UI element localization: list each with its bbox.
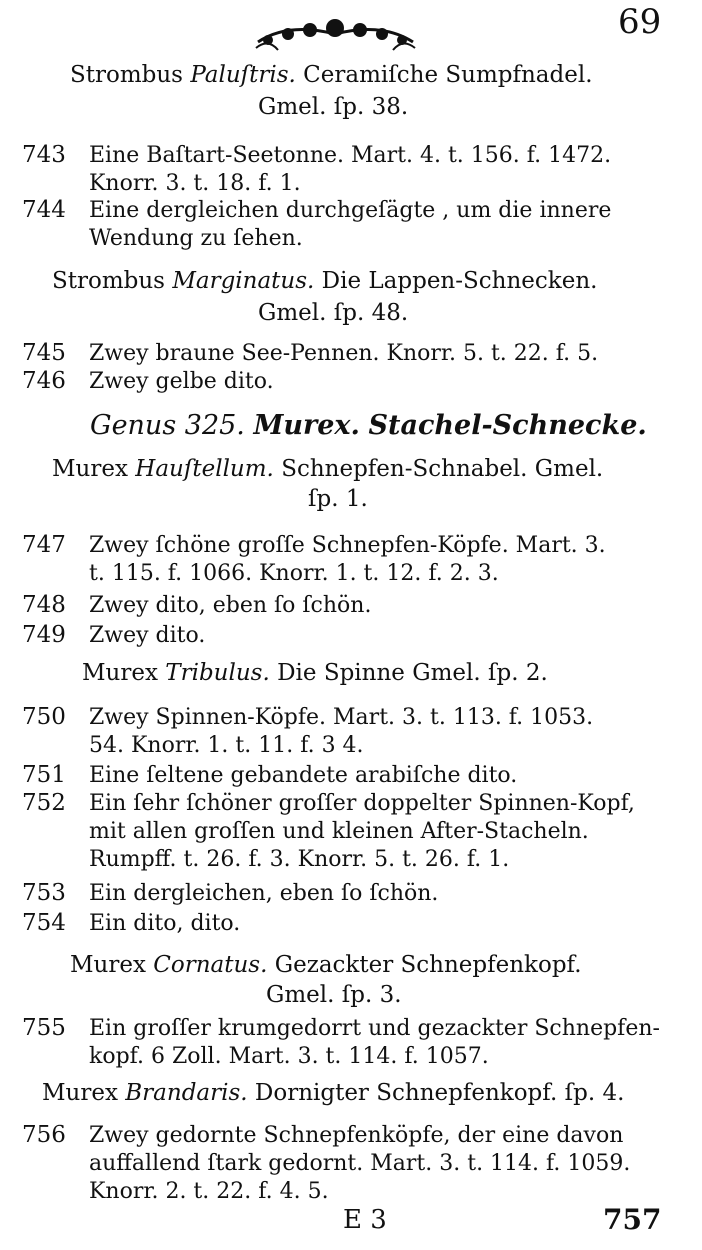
entry-number: 751 xyxy=(22,762,66,788)
entry-number: 745 xyxy=(22,340,66,366)
entry-number: 755 xyxy=(22,1015,66,1041)
entry-number: 756 xyxy=(22,1122,66,1148)
entry-number: 748 xyxy=(22,592,66,618)
species-heading: Murex Tribulus. Die Spinne Gmel. ſp. 2. xyxy=(82,660,548,686)
entry-number: 752 xyxy=(22,790,66,816)
species-reference: Gmel. ſp. 48. xyxy=(258,300,409,326)
signature-mark: E 3 xyxy=(343,1205,387,1235)
species-reference: ſp. 1. xyxy=(308,486,368,512)
genus-heading: Genus 325. Murex. Stachel-Schnecke. xyxy=(90,410,647,441)
entry-number: 749 xyxy=(22,622,66,648)
species-reference: Gmel. ſp. 38. xyxy=(258,94,409,120)
species-heading: Strombus Marginatus. Die Lappen-Schnecken. xyxy=(52,268,598,294)
floral-ornament-icon xyxy=(248,12,423,54)
catchword: 757 xyxy=(603,1203,662,1236)
species-heading: Murex Hauſtellum. Schnepfen-Schnabel. Gmel. xyxy=(52,456,604,482)
entry-number: 746 xyxy=(22,368,66,394)
entry-number: 743 xyxy=(22,142,66,168)
species-reference: Gmel. ſp. 3. xyxy=(266,982,402,1008)
species-heading: Strombus Paluſtris. Ceramiſche Sumpfnadel. xyxy=(70,62,593,88)
entry-number: 754 xyxy=(22,910,66,936)
page-number: 69 xyxy=(618,2,662,42)
entry-number: 753 xyxy=(22,880,66,906)
entry-number: 747 xyxy=(22,532,66,558)
entry-number: 744 xyxy=(22,197,66,223)
entry-number: 750 xyxy=(22,704,66,730)
book-page: 69 Strombus Paluſtris. Ceramiſche Sumpfnadel. Gmel. ſp. 38. 743 Eine Baſtart-Seetonne. Mart. 4. t. 156. f. 1472. Knorr. 3. t. 18. f. 1. 744 Eine dergleichen durchgeſägte , um die innere Wendung zu ſehen. Strombus Marginatus. Die Lappen-Schnecken. Gmel. ſp. 48. 745 Zwey braune See-Pennen. Knorr. 5. t. 22. f. 5. 746 Zwey gelbe dito. Genus 325. Murex. Stachel-Schnecke. Murex Hauſtellum. Schnepfen-Schnabel. Gmel. ſp. 1. 747 Zwey ſchöne groſſe Schnepfen-Köpfe. Mart. 3. t. 115. f. 1066. Knorr. 1. t. 12. f. 2. 3. 748 Zwey dito, eben ſo ſchön. 749 Zwey dito. Murex Tribulus. Die Spinne Gmel. ſp. 2. 750 Zwey Spinnen-Köpfe. Mart. 3. t. 113. f. 1053. 54. Knorr. 1. t. 11. f. 3 4. 751 Eine ſeltene gebandete arabiſche dito. 752 Ein ſehr ſchöner groſſer doppelter Spinnen-Kopf, mit allen groſſen und kleinen After-Stacheln. Rumpff. t. 26. f. 3. Knorr. 5. t. 26. f. 1. 753 Ein dergleichen, eben ſo ſchön. 754 Ein dito, dito. Murex Cornatus. Gezackter Schnepfenkopf. Gmel. ſp. 3. 755 Ein groſſer krumgedorrt und gezackter Schnepfen- kopf. 6 Zoll. Mart. 3. t. 114. f. 1057. Murex Brandaris. Dornigter Schnepfenkopf. ſp. 4. 756 Zwey gedornte Schnepfenköpfe, der eine davon auffallend ſtark gedornt. Mart. 3. t. 114. f. 1059. Knorr. 2. t. 22. f. 4. 5. E 3 757 xyxy=(22,2,662,1236)
species-heading: Murex Cornatus. Gezackter Schnepfenkopf. xyxy=(70,952,582,978)
species-heading: Murex Brandaris. Dornigter Schnepfenkopf. ſp. 4. xyxy=(42,1080,625,1106)
